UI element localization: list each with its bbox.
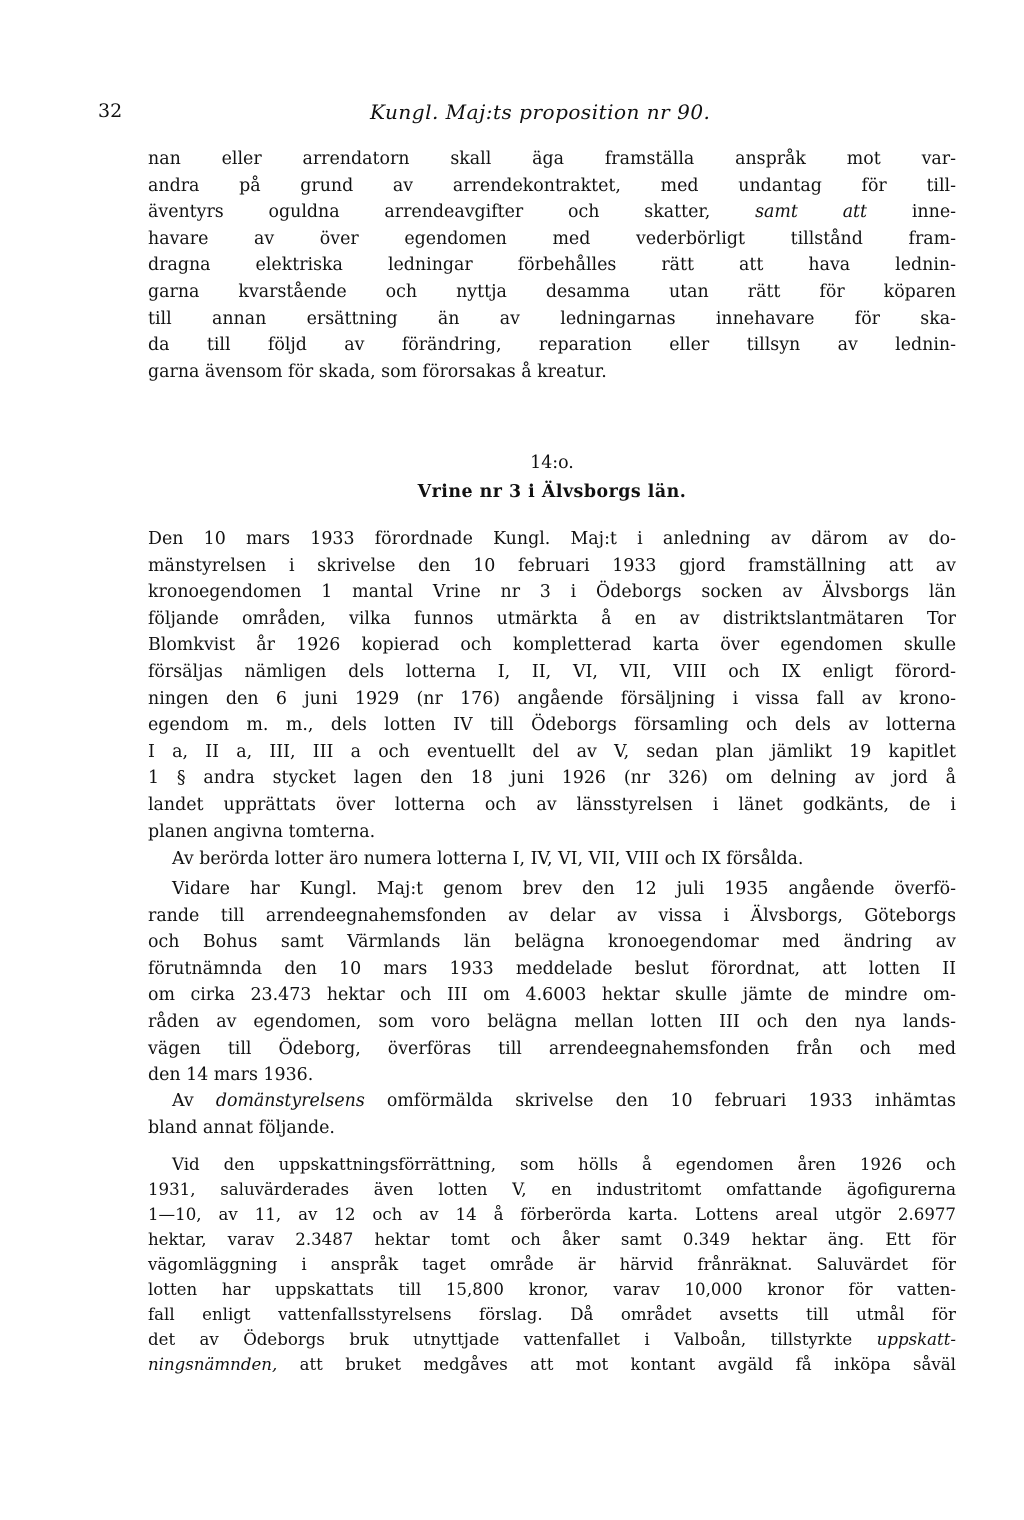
text-line: det av Ödeborgs bruk utnyttjade vattenfallet i Valboån, tillstyrkte uppskatt- [148,1330,956,1349]
text-line: vägomläggning i anspråk taget område är härvid frånräknat. Saluvärdet för [148,1255,956,1274]
text-line: Vid den uppskattningsförrättning, som hölls å egendomen åren 1926 och [172,1155,956,1174]
text-line: planen angivna tomterna. [148,821,376,842]
text-line: garna ävensom för skada, som förorsakas å kreatur. [148,361,607,382]
text-line: äventyrs oguldna arrendeavgifter och skatter, samt att inne- [148,202,956,223]
text-line: Av berörda lotter äro numera lotterna I, IV, VI, VII, VIII och IX försålda. [172,849,804,869]
text-line: da till följd av förändring, reparation eller tillsyn av lednin- [148,335,956,356]
text-line: mänstyrelsen i skrivelse den 10 februari 1933 gjord framställning att av [148,555,956,576]
italic-run: uppskatt- [876,1330,956,1349]
text-line: följande områden, vilka funnos utmärkta å en av distriktslantmätaren Tor [148,608,956,629]
text-line: om cirka 23.473 hektar och III om 4.6003 hektar skulle jämte de mindre om- [148,985,956,1006]
text-line: 1—10, av 11, av 12 och av 14 å förberörda karta. Lottens areal utgör 2.6977 [148,1205,956,1224]
paragraph-2 [148,526,956,845]
italic-run: domänstyrelsens [215,1091,365,1111]
italic-run: ningsnämnden, [148,1355,278,1374]
text-line: den 14 mars 1936. [148,1065,314,1086]
text-line: kronoegendomen 1 mantal Vrine nr 3 i Ödeborgs socken av Älvsborgs län [148,582,956,603]
text-line: andra på grund av arrendekontraktet, med undantag för till- [148,175,956,196]
text-line: råden av egendomen, som voro belägna mellan lotten III och den nya lands- [148,1011,956,1032]
text-line: 1 § andra stycket lagen den 18 juni 1926 (nr 326) om delning av jord å [148,768,956,789]
text-line: och Bohus samt Värmlands län belägna kronoegendomar med ändring av [148,932,956,953]
section-number: 14:o. [530,453,574,473]
italic-run: samt att [755,202,868,223]
text-line: hektar, varav 2.3487 hektar tomt och åker samt 0.349 hektar äng. Ett för [148,1230,956,1249]
running-head: Kungl. Maj:ts proposition nr 90. [370,100,711,124]
text-line: lotten har uppskattats till 15,800 kronor, varav 10,000 kronor för vatten- [148,1280,956,1299]
text-line: nan eller arrendatorn skall äga framställa anspråk mot var- [148,149,956,169]
text-line: bland annat följande. [148,1117,335,1138]
text-line: ningen den 6 juni 1929 (nr 176) angående försäljning i vissa fall av krono- [148,688,956,709]
text-line: I a, II a, III, III a och eventuellt del av V, sedan plan jämlikt 19 kapitlet [148,741,956,762]
text-line: egendom m. m., dels lotten IV till Ödeborgs församling och dels av lotterna [148,715,956,736]
text-run: omförmälda skrivelse den 10 februari 1933 inhämtas [364,1091,956,1111]
text-line: landet upprättats över lotterna och av länsstyrelsen i länet godkänts, de i [148,794,956,815]
paragraph-6 [148,1152,956,1377]
text-line [148,1088,956,1115]
text-line: Blomkvist år 1926 kopierad och kompletterad karta över egendomen skulle [148,635,956,656]
text-line: vägen till Ödeborg, överföras till arrendeegnahemsfonden från och med [148,1038,956,1059]
text-run: Av [172,1091,216,1111]
paragraph-3 [148,846,956,873]
paragraph-4 [148,876,956,1089]
text-line: försäljas nämligen dels lotterna I, II, VI, VII, VIII och IX enligt förord- [148,661,956,682]
section-title: Vrine nr 3 i Älvsborgs län. [417,482,687,502]
text-line: förutnämnda den 10 mars 1933 meddelade beslut förordnat, att lotten II [148,958,956,979]
text-line: ningsnämnden, att bruket medgåves att mot kontant avgäld få inköpa såväl [148,1355,956,1374]
text-line: 1931, saluvärderades även lotten V, en industritomt omfattande ägofigurerna [148,1180,956,1199]
text-line: rande till arrendeegnahemsfonden av delar av vissa i Älvsborgs, Göteborgs [148,905,956,926]
text-line: Den 10 mars 1933 förordnade Kungl. Maj:t i anledning av därom av do- [148,529,956,549]
text-line: Vidare har Kungl. Maj:t genom brev den 12 juli 1935 angående överfö- [172,879,956,899]
text-line: till annan ersättning än av ledningarnas innehavare för ska- [148,308,956,329]
text-line: dragna elektriska ledningar förbehålles rätt att hava lednin- [148,255,956,276]
text-line: garna kvarstående och nyttja desamma utan rätt för köparen [148,281,956,302]
page-number: 32 [98,100,123,122]
paragraph-1 [148,146,956,385]
paragraph-5 [148,1088,956,1141]
text-line: fall enligt vattenfallsstyrelsens förslag. Då området avsetts till utmål för [148,1305,956,1324]
text-line: havare av över egendomen med vederbörligt tillstånd fram- [148,228,956,249]
